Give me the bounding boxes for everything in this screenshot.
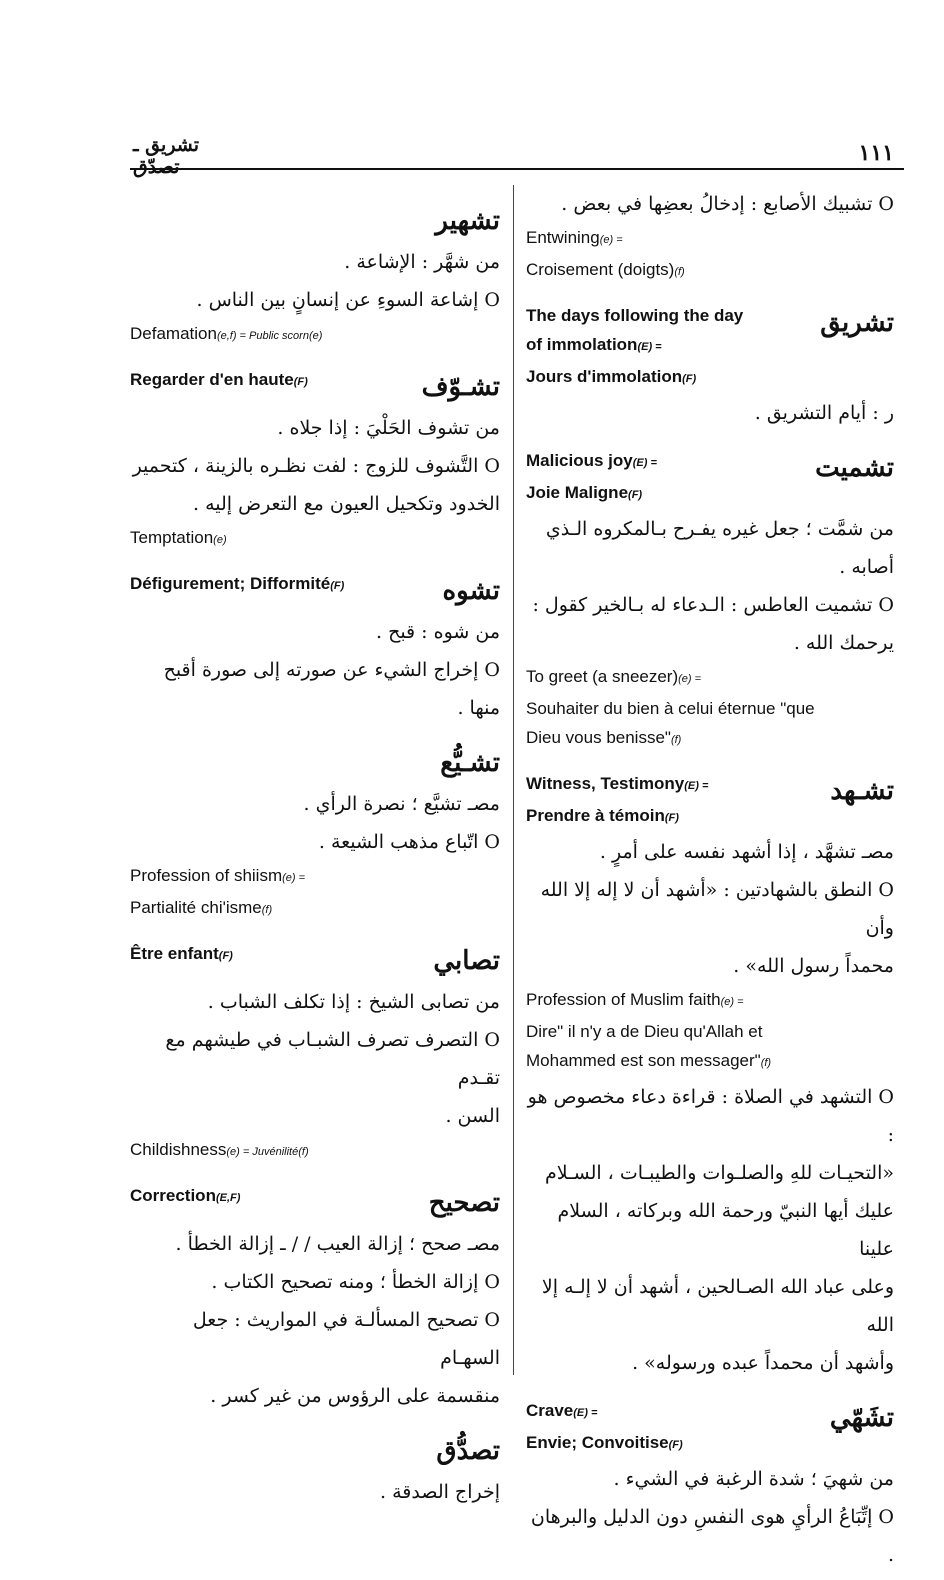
left-entries bbox=[130, 199, 500, 1511]
right-column bbox=[526, 185, 894, 1580]
column-divider bbox=[513, 185, 514, 1375]
headword: تصدُّق bbox=[436, 1436, 500, 1466]
dictionary-entry bbox=[130, 569, 500, 727]
right-entries bbox=[526, 301, 894, 1574]
arabic-line: O النطق بالشهادتين : «أشهد أن لا إله إلا الله وأن bbox=[540, 879, 894, 939]
dictionary-entry bbox=[130, 365, 500, 555]
entry-header bbox=[130, 741, 500, 785]
entry-header bbox=[130, 1181, 500, 1225]
arabic-line: O اتّباع مذهب الشيعة . bbox=[318, 831, 500, 853]
english-line: Malicious joy(E) = bbox=[526, 451, 657, 470]
english-line: Envie; Convoitise(F) bbox=[526, 1433, 683, 1452]
headword: تصحيح bbox=[428, 1188, 500, 1218]
english-line: Partialité chi'isme(f) bbox=[130, 898, 273, 917]
dictionary-entry bbox=[130, 1429, 500, 1511]
arabic-line: من شهيَ ؛ شدة الرغبة في الشيء . bbox=[613, 1468, 894, 1490]
english-line: Defamation(e,f) = Public scorn(e) bbox=[130, 324, 323, 343]
intro-english: Entwining(e) = bbox=[526, 228, 623, 247]
intro-french: Croisement (doigts)(f) bbox=[526, 260, 685, 279]
arabic-line: من شهَّر : الإشاعة . bbox=[344, 251, 500, 273]
dictionary-entry bbox=[130, 741, 500, 925]
headword: تشـيُّع bbox=[440, 748, 500, 778]
arabic-line: إخراج الصدقة . bbox=[380, 1481, 500, 1503]
entry-header bbox=[526, 446, 894, 510]
dictionary-entry bbox=[526, 301, 894, 432]
arabic-line: O التشهد في الصلاة : قراءة دعاء مخصوص هو : bbox=[527, 1086, 894, 1146]
dictionary-entry bbox=[130, 199, 500, 351]
intro-arabic: O تشبيك الأصابع : إدخالُ بعضِها في بعض . bbox=[561, 193, 894, 215]
dictionary-entry bbox=[526, 446, 894, 755]
arabic-line: محمداً رسول الله» . bbox=[733, 955, 894, 977]
english-line: Souhaiter du bien à celui éternue "que bbox=[526, 699, 815, 718]
arabic-line: ر : أيام التشريق . bbox=[754, 402, 894, 424]
english-line: Regarder d'en haute(F) bbox=[130, 370, 308, 389]
arabic-line: من شوه : قبح . bbox=[375, 621, 500, 643]
entry-header bbox=[526, 301, 894, 394]
arabic-line: «التحيـات للهِ والصلـوات والطيبـات ، السـلام bbox=[544, 1162, 894, 1184]
arabic-line: عليك أيها النبيّ ورحمة الله وبركاته ، السلام علينا bbox=[557, 1200, 894, 1260]
english-line: Temptation(e) bbox=[130, 528, 227, 547]
headword: تشـهد bbox=[830, 776, 894, 806]
header-rule bbox=[130, 168, 904, 170]
arabic-line: مصـ تشهَّد ، إذا أشهد نفسه على أمرٍ . bbox=[599, 841, 894, 863]
running-title: تشريق ـ تصدّق bbox=[133, 134, 200, 178]
arabic-line: مصـ صحح ؛ إزالة العيب / / ـ إزالة الخطأ . bbox=[175, 1233, 500, 1255]
arabic-line: O إشاعة السوءِ عن إنسانٍ بين الناس . bbox=[196, 289, 500, 311]
arabic-line: O إخراج الشيء عن صورته إلى صورة أقبح منها . bbox=[163, 659, 500, 719]
arabic-line: وأشهد أن محمداً عبده ورسوله» . bbox=[632, 1352, 894, 1374]
dictionary-entry bbox=[526, 769, 894, 1382]
arabic-line: من تصابى الشيخ : إذا تكلف الشباب . bbox=[207, 991, 500, 1013]
english-line: Être enfant(F) bbox=[130, 944, 233, 963]
headword: تشـوّف bbox=[421, 372, 500, 402]
arabic-line: من شمَّت ؛ جعل غيره يفـرح بـالمكروه الـذي bbox=[545, 518, 894, 540]
arabic-line: الخدود وتكحيل العيون مع التعرض إليه . bbox=[193, 493, 500, 515]
arabic-line: O التَّشوف للزوج : لفت نظـره بالزينة ، كتحمير bbox=[132, 455, 500, 477]
dictionary-entry bbox=[130, 939, 500, 1167]
entry-header bbox=[130, 939, 500, 983]
english-line: Profession of Muslim faith(e) = bbox=[526, 990, 744, 1009]
entry-header bbox=[130, 569, 500, 613]
english-line: Correction(E,F) bbox=[130, 1186, 241, 1205]
english-line: Dieu vous benisse"(f) bbox=[526, 728, 682, 747]
english-line: Crave(E) = bbox=[526, 1401, 598, 1420]
english-line: The days following the day bbox=[526, 306, 744, 325]
arabic-line: O تصحيح المسألـة في المواريث : جعل السهـام bbox=[192, 1309, 500, 1369]
english-line: Profession of shiism(e) = bbox=[130, 866, 306, 885]
headword: تشهير bbox=[435, 206, 500, 236]
arabic-line: منقسمة على الرؤوس من غير كسر . bbox=[210, 1385, 500, 1407]
english-line: Défigurement; Difformité(F) bbox=[130, 574, 345, 593]
page-number: ١١١ bbox=[858, 140, 894, 166]
english-line: Prendre à témoin(F) bbox=[526, 806, 679, 825]
english-line: Childishness(e) = Juvénilité(f) bbox=[130, 1140, 309, 1159]
arabic-line: O التصرف تصرف الشبـاب في طيشهم مع تقـدم bbox=[165, 1029, 500, 1089]
headword: تشوه bbox=[442, 576, 500, 606]
english-line: of immolation(E) = bbox=[526, 335, 662, 354]
headword: تشميت bbox=[815, 453, 894, 483]
arabic-line: أصابه . bbox=[839, 556, 894, 578]
entry-header bbox=[130, 199, 500, 243]
english-line: Jours d'immolation(F) bbox=[526, 367, 697, 386]
arabic-line: O تشميت العاطس : الـدعاء له بـالخير كقول : bbox=[532, 594, 894, 616]
entry-header bbox=[130, 1429, 500, 1473]
arabic-line: O إزالة الخطأ ؛ ومنه تصحيح الكتاب . bbox=[211, 1271, 500, 1293]
left-column bbox=[130, 185, 500, 1517]
arabic-line: O إتِّبَاعُ الرأيِ هوى النفسِ دون الدليل والبرهان . bbox=[530, 1506, 894, 1566]
dictionary-entry bbox=[130, 1181, 500, 1415]
headword: تشَهّي bbox=[829, 1403, 894, 1433]
entry-header bbox=[526, 769, 894, 833]
entry-header bbox=[526, 1396, 894, 1460]
arabic-line: مصـ تشيَّع ؛ نصرة الرأي . bbox=[303, 793, 500, 815]
headword: تصابي bbox=[433, 946, 500, 976]
arabic-line: من تشوف الحَلْيَ : إذا جلاه . bbox=[277, 417, 500, 439]
arabic-line: السن . bbox=[445, 1105, 500, 1127]
dictionary-entry bbox=[526, 1396, 894, 1574]
arabic-line: وعلى عباد الله الصـالحين ، أشهد أن لا إلـه إلا الله bbox=[541, 1276, 894, 1336]
arabic-line: يرحمك الله . bbox=[793, 632, 894, 654]
english-line: Dire" il n'y a de Dieu qu'Allah et bbox=[526, 1022, 763, 1041]
english-line: Witness, Testimony(E) = bbox=[526, 774, 709, 793]
english-line: Mohammed est son messager"(f) bbox=[526, 1051, 772, 1070]
english-line: Joie Maligne(F) bbox=[526, 483, 643, 502]
entry-header bbox=[130, 365, 500, 409]
headword: تشريق bbox=[820, 308, 894, 338]
english-line: To greet (a sneezer)(e) = bbox=[526, 667, 702, 686]
